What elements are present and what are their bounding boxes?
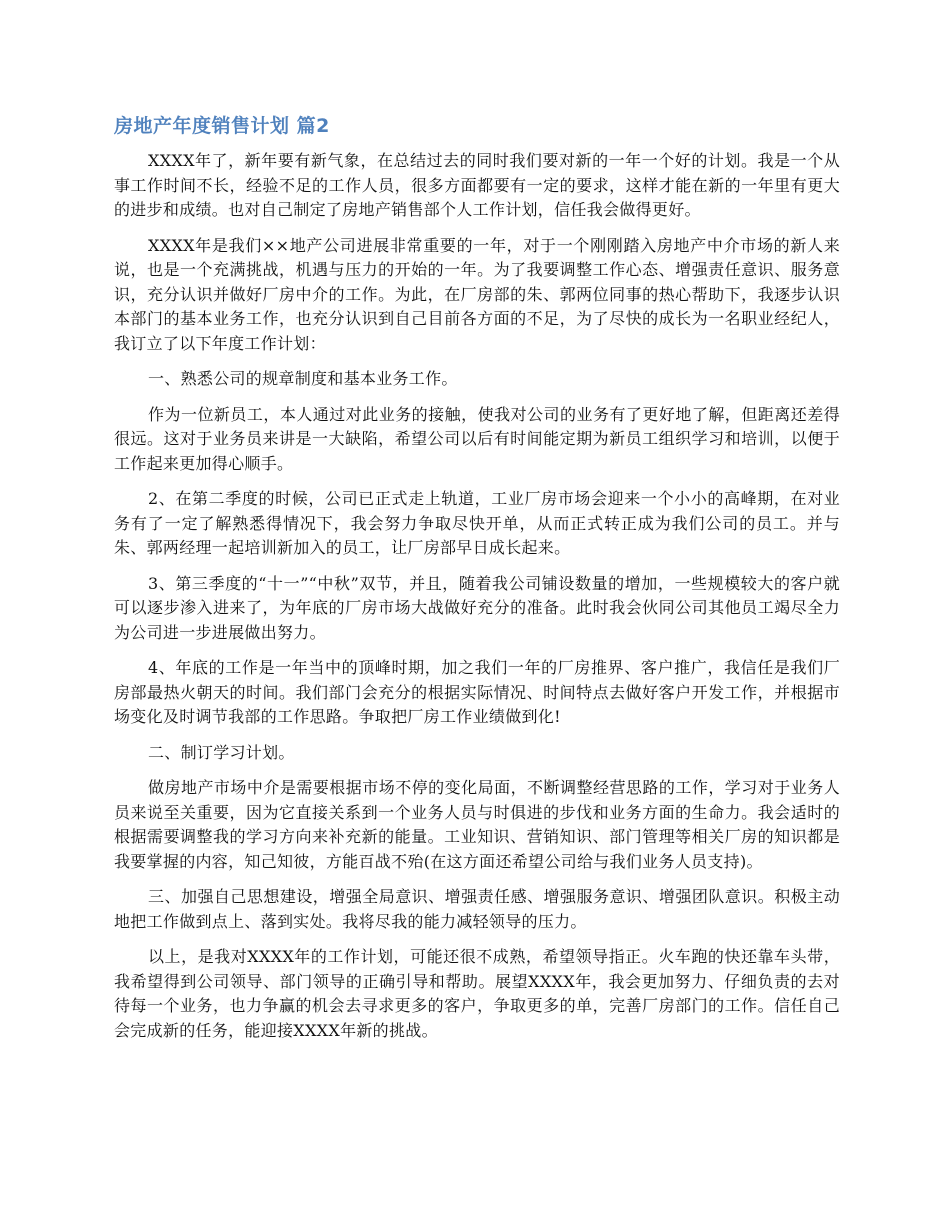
paragraph-new-employee: 作为一位新员工，本人通过对此业务的接触，使我对公司的业务有了更好地了解，但距离还差得很远。这对于业务员来讲是一大缺陷，希望公司以后有时间能定期为新员工组织学习和培训，以便于工作起来更加得心顺手。 xyxy=(114,404,840,473)
document-title: 房地产年度销售计划 篇2 xyxy=(114,115,330,137)
section-heading-2: 二、制订学习计划。 xyxy=(148,742,295,762)
paragraph-intro: XXXX年了，新年要有新气象，在总结过去的同时我们要对新的一年一个好的计划。我是一个从事工作时间不长，经验不足的工作人员，很多方面都要有一定的要求，这样才能在新的一年里有更大的进步和成绩。也对自己制定了房地产销售部个人工作计划，信任我会做得更好。 xyxy=(114,151,840,219)
paragraph-conclusion: 以上，是我对XXXX年的工作计划，可能还很不成熟，希望领导指正。火车跑的快还靠车头带，我希望得到公司领导、部门领导的正确引导和帮助。展望XXXX年，我会更加努力、仔细负责的去对待每一个业务，也力争赢的机会去寻求更多的客户，争取更多的单，完善厂房部门的工作。信任自己会完成新的任务，能迎接XXXX年新的挑战。 xyxy=(114,947,840,1040)
paragraph-company-year: XXXX年是我们××地产公司进展非常重要的一年，对于一个刚刚踏入房地产中介市场的新人来说，也是一个充满挑战，机遇与压力的开始的一年。为了我要调整工作心态、增强责任意识、服务意识，充分认识并做好厂房中介的工作。为此，在厂房部的朱、郭两位同事的热心帮助下，我逐步认识本部门的基本业务工作，也充分认识到自己目前各方面的不足，为了尽快的成长为一名职业经纪人，我订立了以下年度工作计划： xyxy=(114,235,840,353)
document-body xyxy=(114,112,840,1054)
paragraph-year-end: 4、年底的工作是一年当中的顶峰时期，加之我们一年的厂房推界、客户推广，我信任是我们厂房部最热火朝天的时间。我们部门会充分的根据实际情况、时间特点去做好客户开发工作，并根据市场变化及时调节我部的工作思路。争取把厂房工作业绩做到化! xyxy=(114,658,840,726)
paragraph-q2: 2、在第二季度的时候，公司已正式走上轨道，工业厂房市场会迎来一个小小的高峰期，在对业务有了一定了解熟悉得情况下，我会努力争取尽快开单，从而正式转正成为我们公司的员工。并与朱、郭两经理一起培训新加入的员工，让厂房部早日成长起来。 xyxy=(114,489,840,557)
section-heading-1: 一、熟悉公司的规章制度和基本业务工作。 xyxy=(148,369,458,388)
paragraph-study-plan: 做房地产市场中介是需要根据市场不停的变化局面，不断调整经营思路的工作，学习对于业务人员来说至关重要，因为它直接关系到一个业务人员与时俱进的步伐和业务方面的生命力。我会适时的根据需要调整我的学习方向来补充新的能量。工业知识、营销知识、部门管理等相关厂房的知识都是我要掌握的内容，知己知彼，方能百战不殆(在这方面还希望公司给与我们业务人员支持)。 xyxy=(114,778,840,871)
paragraph-q3: 3、第三季度的“十一”“中秋”双节，并且，随着我公司铺设数量的增加，一些规模较大的客户就可以逐步渗入进来了，为年底的厂房市场大战做好充分的准备。此时我会伙同公司其他员工竭尽全力为公司进一步进展做出努力。 xyxy=(114,573,840,642)
section-heading-3: 三、加强自己思想建设，增强全局意识、增强责任感、增强服务意识、增强团队意识。积极主动地把工作做到点上、落到实处。我将尽我的能力减轻领导的压力。 xyxy=(114,887,840,931)
